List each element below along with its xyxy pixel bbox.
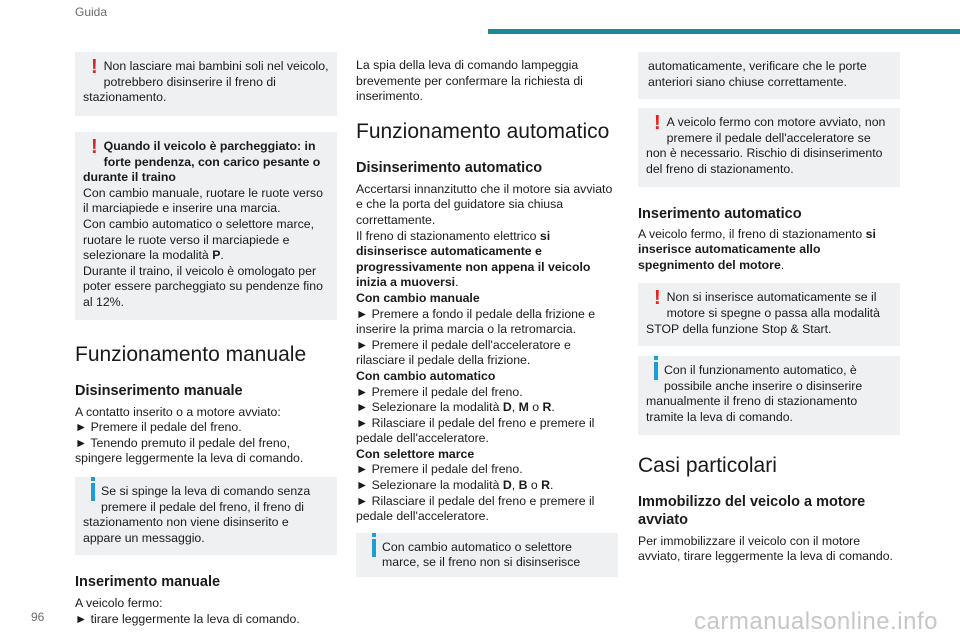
- step-text: ► Selezionare la modalità: [356, 400, 503, 415]
- manual-release-step-1: ► Premere il pedale del freno.: [75, 420, 242, 435]
- gear-mode-m: M: [518, 400, 529, 415]
- info-icon: [654, 362, 658, 389]
- auto-release-p1: Accertarsi innanzitutto che il motore sia avviato e che la porta del guidatore sia chiusa correttamente.: [356, 181, 613, 227]
- selector-step-3: ► Rilasciare il pedale del freno e premere il pedale dell'acceleratore.: [356, 493, 595, 524]
- selector-step-2: [356, 478, 618, 494]
- auto-release-p2-bold: si disinserisce automaticamente e progressivamente non appena il veicolo inizia a muoversi: [356, 228, 591, 290]
- warning-text: A veicolo fermo con motore avviato, non premere il pedale dell'acceleratore se non è necessario. Rischio di disinserimento del freno di stazionamento.: [646, 115, 886, 176]
- warning-exclamation-icon: !: [654, 287, 661, 310]
- page-number: 96: [31, 610, 45, 624]
- step-text: ► Selezionare la modalità: [356, 478, 503, 493]
- punctuation: .: [550, 478, 554, 493]
- warning-box-stop-start: [638, 283, 900, 346]
- info-text: Con cambio automatico o selettore marce, se il freno non si disinserisce: [382, 539, 581, 570]
- manual-apply-step: ► tirare leggermente la leva di comando.: [75, 611, 300, 626]
- info-box-auto-release: [356, 533, 618, 577]
- section-heading-manual: Funzionamento manuale: [75, 342, 307, 366]
- immobilize-text: Per immobilizzare il veicolo con il motore avviato, tirare leggermente la leva di comando.: [638, 533, 893, 564]
- manual-apply-intro: A veicolo fermo:: [75, 596, 163, 611]
- warning-box-accelerator: [638, 108, 900, 186]
- punctuation: .: [455, 275, 459, 290]
- conjunction: o: [527, 478, 542, 493]
- warning-line-auto: Con cambio automatico o selettore marce, ruotare le ruote verso il marciapiede e selezionare la modalità: [83, 216, 315, 263]
- info-icon: [91, 483, 95, 510]
- subheading-auto-apply: Inserimento automatico: [638, 205, 802, 222]
- subheading-manual-apply: Inserimento manuale: [75, 574, 221, 591]
- auto-apply-text: [638, 227, 900, 274]
- gear-mode-d: D: [502, 478, 512, 493]
- warning-exclamation-icon: !: [91, 56, 98, 78]
- subheading-immobilize: Immobilizzo del veicolo a motore avviato: [638, 493, 866, 528]
- header-accent-bar: [488, 29, 960, 34]
- manual-gearbox-title-text: Con cambio manuale: [356, 290, 480, 305]
- running-header: Guida: [75, 5, 108, 19]
- punctuation: .: [220, 248, 224, 263]
- subheading-manual-release: Disinserimento manuale: [75, 382, 243, 399]
- info-text: Se si spinge la leva di comando senza premere il pedale del freno, il freno di stazionamento non viene disinserito e appare un messaggio.: [83, 483, 311, 545]
- warning-text: Non si inserisce automaticamente se il motore si spegne o passa alla modalità STOP della funzione Stop & Start.: [646, 290, 880, 336]
- conjunction: o: [528, 400, 543, 415]
- auto-gearbox-step-3: ► Rilasciare il pedale del freno e premere il pedale dell'acceleratore.: [356, 415, 595, 446]
- punctuation: .: [551, 400, 555, 415]
- column-2: [356, 52, 618, 577]
- info-text-continued: automaticamente, verificare che le porte anteriori siano chiuse correttamente.: [648, 59, 867, 89]
- punctuation: ,: [511, 400, 519, 415]
- column-1: [75, 52, 337, 627]
- gear-mode-d: D: [502, 400, 512, 415]
- warning-heading: Quando il veicolo è parcheggiato: in forte pendenza, con carico pesante o durante il traino: [83, 139, 321, 185]
- selector-title: [356, 447, 618, 463]
- punctuation: .: [780, 257, 785, 272]
- manual-release-step-2: ► Tenendo premuto il pedale del freno, spingere leggermente la leva di comando.: [75, 435, 304, 466]
- manual-gearbox-step-1: ► Premere a fondo il pedale della frizione e inserire la prima marcia o la retromarcia.: [356, 306, 596, 337]
- manual-release-intro: A contatto inserito o a motore avviato:: [75, 404, 281, 419]
- lamp-flash-text: La spia della leva di comando lampeggia brevemente per confermare la richiesta di inserimento.: [356, 58, 583, 104]
- column-3: [638, 52, 900, 565]
- punctuation: ,: [511, 478, 519, 493]
- auto-apply-text-a: A veicolo fermo, il freno di stazionamento: [638, 226, 866, 241]
- warning-line-towing: Durante il traino, il veicolo è omologato per poter essere parcheggiato su pendenze fino al 12%.: [83, 263, 323, 309]
- selector-title-text: Con selettore marce: [356, 446, 475, 461]
- selector-step-1: ► Premere il pedale del freno.: [356, 462, 523, 477]
- section-heading-special: Casi particolari: [638, 453, 777, 477]
- gear-mode-r: R: [541, 478, 551, 493]
- subheading-auto-release: Disinserimento automatico: [356, 159, 543, 176]
- manual-gearbox-title: [356, 291, 618, 307]
- info-box-auto-mode: [638, 356, 900, 434]
- auto-gearbox-step-1: ► Premere il pedale del freno.: [356, 384, 523, 399]
- auto-gearbox-title-text: Con cambio automatico: [356, 368, 496, 383]
- warning-exclamation-icon: !: [654, 112, 661, 135]
- auto-gearbox-title: [356, 369, 618, 385]
- section-heading-auto: Funzionamento automatico: [356, 119, 610, 143]
- info-icon: [372, 539, 376, 566]
- warning-text: Non lasciare mai bambini soli nel veicolo, potrebbero disinserire il freno di stazionamento.: [83, 59, 329, 105]
- warning-line-manual: Con cambio manuale, ruotare le ruote verso il marciapiede e inserire una marcia.: [83, 185, 323, 216]
- warning-box-children: [75, 52, 337, 116]
- auto-apply-text-bold: si inserisce automaticamente allo spegnimento del motore: [638, 226, 876, 272]
- auto-gearbox-step-2: [356, 400, 618, 416]
- gear-mode-r: R: [542, 400, 552, 415]
- manual-gearbox-step-2: ► Premere il pedale dell'acceleratore e rilasciare il pedale della frizione.: [356, 337, 571, 368]
- auto-release-p2: [356, 229, 618, 291]
- info-text: Con il funzionamento automatico, è possibile anche inserire o disinserire manualmente il freno di stazionamento tramite la leva di comando.: [646, 363, 863, 424]
- gear-mode-b: B: [518, 478, 528, 493]
- warning-exclamation-icon: !: [91, 136, 98, 158]
- watermark: carmanualsonline.info: [694, 608, 938, 635]
- info-box-continued: [638, 52, 900, 99]
- warning-box-parking: [75, 132, 337, 320]
- gear-mode-p: P: [212, 248, 221, 263]
- auto-release-p2-a: Il freno di stazionamento elettrico: [356, 228, 540, 243]
- info-box-lever: [75, 477, 337, 555]
